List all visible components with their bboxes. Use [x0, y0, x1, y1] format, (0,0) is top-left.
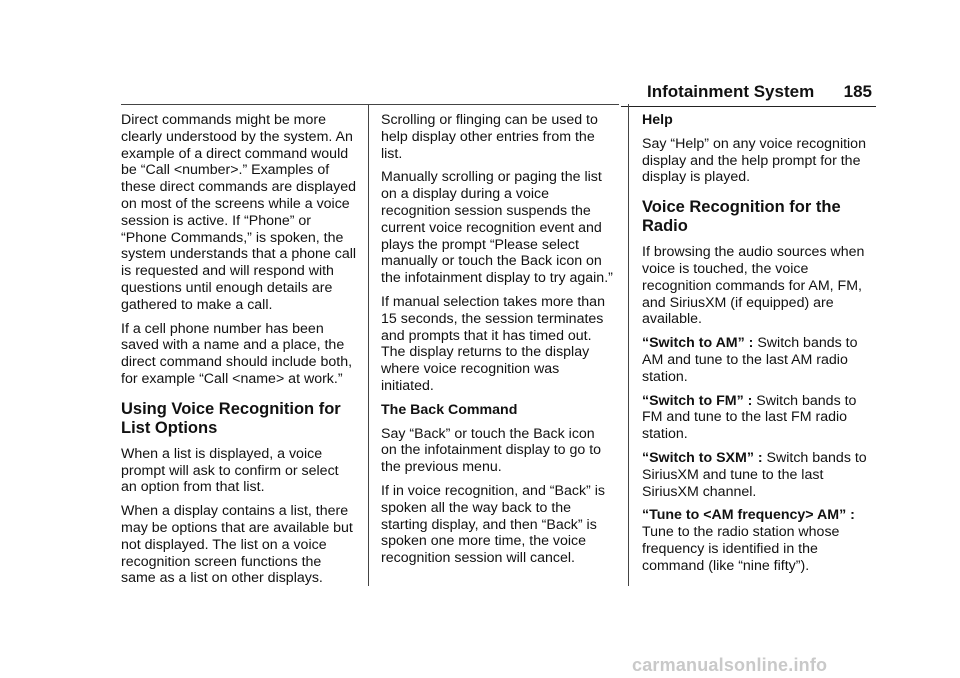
column-divider-1 — [368, 104, 369, 586]
watermark: carmanualsonline.info — [632, 655, 828, 675]
command-item — [642, 335, 878, 385]
paragraph: Direct commands might be more clearly understood by the system. An example of a direct command would be “Call <number>.” Examples of these direct commands are displayed on most of the screens while a voice session is active. If “Phone” or “Phone Commands,” is spoken, the system understands that a phone call is requested and will respond with questions until enough details are gathered to make a call. — [121, 112, 357, 313]
command-desc: Tune to the radio station whose frequency is identified in the command (like “nine fifty”). — [642, 524, 840, 574]
command-item — [642, 450, 878, 500]
command-desc: Switch bands to AM and tune to the last AM radio station. — [642, 335, 858, 385]
subheading: The Back Command — [381, 401, 518, 418]
command-term: “Switch to FM” : — [642, 392, 753, 409]
command-item — [642, 507, 878, 574]
column-1 — [121, 112, 357, 594]
section-title: Infotainment System — [647, 82, 815, 101]
command-term: “Tune to <AM frequency> AM” : — [642, 507, 855, 524]
section-heading: Voice Recognition for the Radio — [642, 198, 841, 236]
command-desc: Switch bands to SiriusXM and tune to the last SiriusXM channel. — [642, 449, 867, 500]
top-rule — [121, 104, 619, 105]
column-divider-2 — [628, 104, 629, 586]
paragraph: Manually scrolling or paging the list on a display during a voice recognition session suspends the current voice recognition event and plays the prompt “Please select manually or touch the Back icon on the infotainment display to try again.” — [381, 169, 613, 287]
paragraph: Say “Help” on any voice recognition display and the help prompt for the display is played. — [642, 135, 866, 186]
section-heading: Using Voice Recognition for List Options — [121, 399, 341, 437]
column-2 — [381, 112, 614, 574]
page-number: 185 — [843, 82, 872, 101]
page-header — [621, 80, 876, 107]
command-term: “Switch to AM” : — [642, 335, 754, 352]
paragraph: Scrolling or flinging can be used to help display other entries from the list. — [381, 112, 598, 162]
subheading: Help — [642, 112, 673, 128]
paragraph: If a cell phone number has been saved with a name and a place, the direct command should include both, for example “Call <name> at work.” — [121, 320, 353, 387]
paragraph: If in voice recognition, and “Back” is spoken all the way back to the starting display, and then “Back” is spoken one more time, the voice recognition session will cancel. — [381, 482, 605, 567]
command-desc: Switch bands to FM and tune to the last FM radio station. — [642, 392, 857, 443]
paragraph: When a display contains a list, there may be options that are available but not displayed. The list on a voice recognition screen functions the same as a list on other displays. — [121, 503, 353, 587]
column-3 — [642, 112, 878, 582]
paragraph: Say “Back” or touch the Back icon on the infotainment display to go to the previous menu. — [381, 425, 602, 476]
paragraph: When a list is displayed, a voice prompt will ask to confirm or select an option from that list. — [121, 445, 339, 496]
paragraph: If manual selection takes more than 15 seconds, the session terminates and prompts that it has timed out. The display returns to the display where voice recognition was initiated. — [381, 293, 605, 394]
command-term: “Switch to SXM” : — [642, 449, 763, 466]
paragraph: If browsing the audio sources when voice is touched, the voice recognition commands for AM, FM, and SiriusXM (if equipped) are available. — [642, 244, 865, 328]
command-item — [642, 393, 878, 443]
